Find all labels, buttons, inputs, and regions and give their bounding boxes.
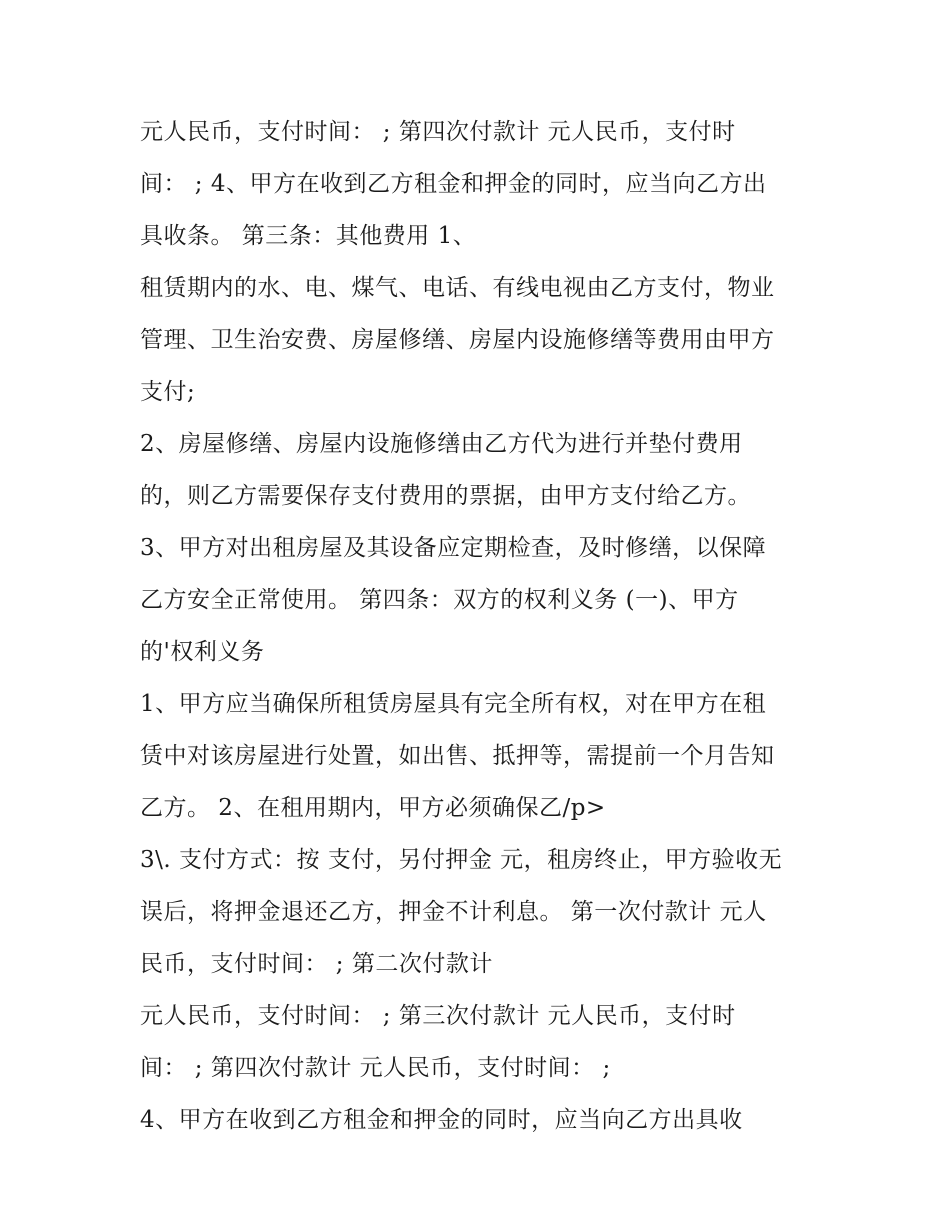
text-line: 间： ; 第四次付款计 元人民币，支付时间： ; [140,1055,611,1081]
text-line: 1、甲方应当确保所租赁房屋具有完全所有权，对在甲方在租 [140,691,767,717]
text-line: 乙方安全正常使用。 第四条：双方的权利义务 (一)、甲方 [140,587,739,613]
text-line: 误后，将押金退还乙方，押金不计利息。 第一次付款计 元人 [140,899,767,925]
text-line: 的，则乙方需要保存支付费用的票据，由甲方支付给乙方。 [140,483,751,509]
text-line: 4、甲方在收到乙方租金和押金的同时，应当向乙方出具收 [140,1107,743,1133]
text-line: 3\. 支付方式：按 支付，另付押金 元，租房终止，甲方验收无 [140,847,783,873]
text-line: 2、房屋修缮、房屋内设施修缮由乙方代为进行并垫付费用 [140,431,743,457]
text-line: 支付; [140,379,196,405]
text-line: 间： ; 4、甲方在收到乙方租金和押金的同时，应当向乙方出 [140,171,767,197]
text-line: 乙方。 2、在租用期内，甲方必须确保乙/p> [140,795,606,821]
contract-text [140,106,830,1146]
text-line: 管理、卫生治安费、房屋修缮、房屋内设施修缮等费用由甲方 [140,327,775,353]
text-line: 租赁期内的水、电、煤气、电话、有线电视由乙方支付，物业 [140,275,775,301]
text-line: 元人民币，支付时间： ; 第四次付款计 元人民币，支付时 [140,119,736,145]
text-line: 赁中对该房屋进行处置，如出售、抵押等，需提前一个月告知 [140,743,775,769]
text-line: 的'权利义务 [140,639,265,665]
text-line: 具收条。 第三条：其他费用 1、 [140,223,477,249]
text-line: 民币，支付时间： ; 第二次付款计 [140,951,493,977]
text-line: 3、甲方对出租房屋及其设备应定期检查，及时修缮，以保障 [140,535,767,561]
text-line: 元人民币，支付时间： ; 第三次付款计 元人民币，支付时 [140,1003,736,1029]
